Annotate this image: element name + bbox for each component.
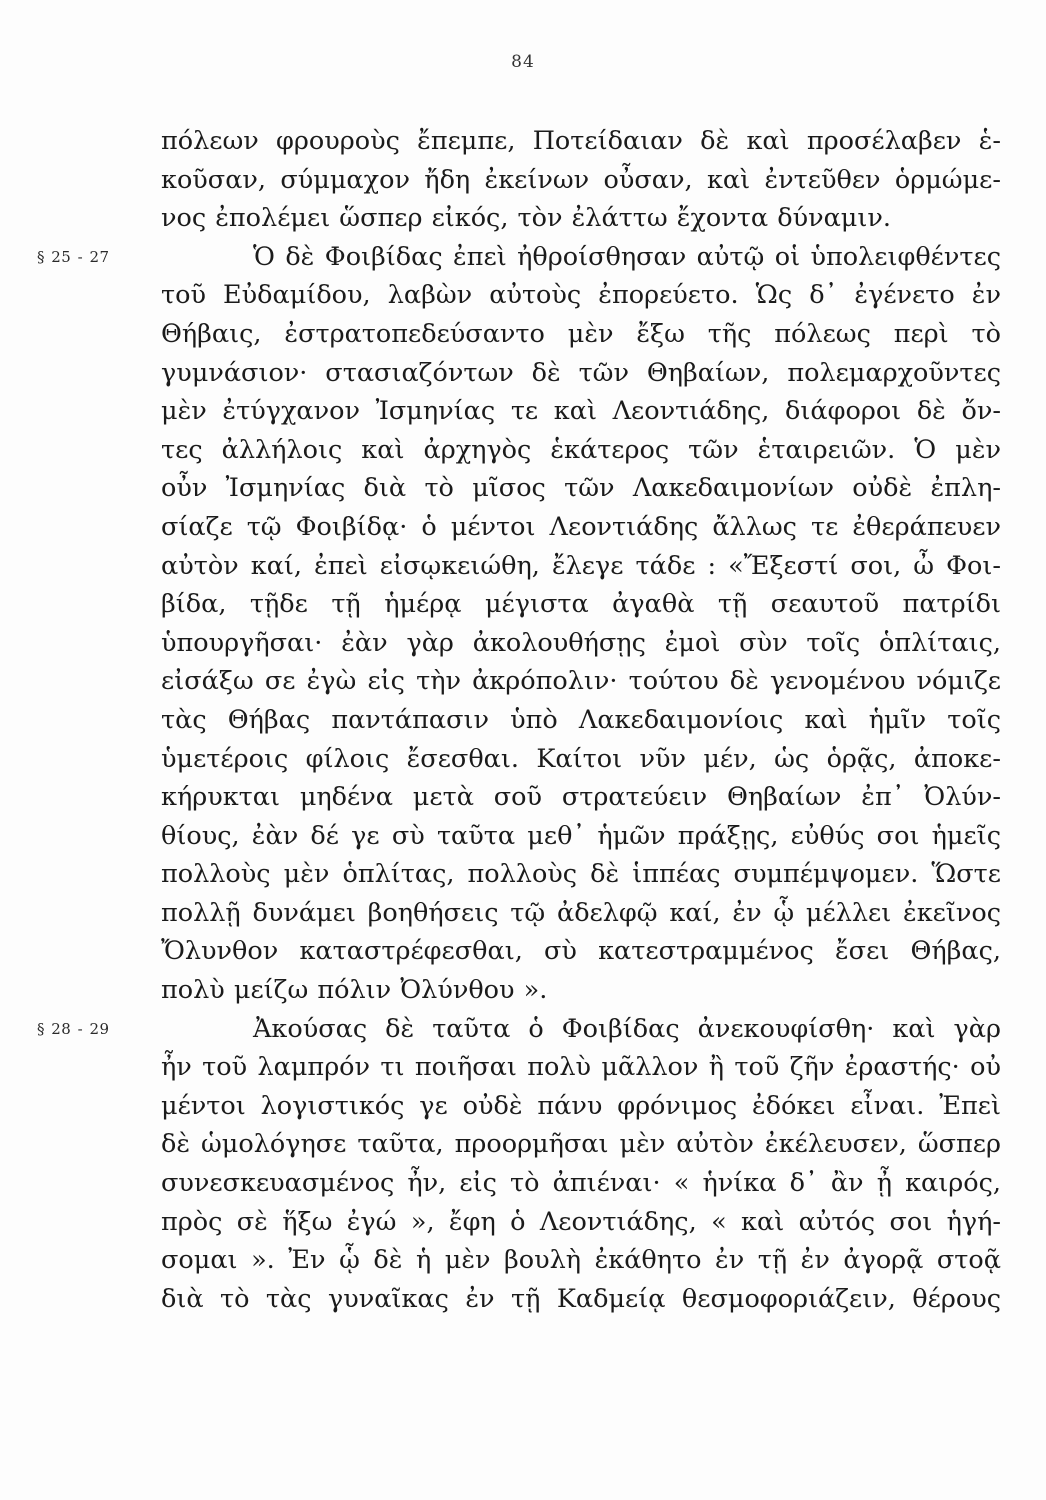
text-line — [161, 354, 1001, 393]
section-reference: § 28 - 29 — [37, 1019, 110, 1038]
text-line — [161, 1125, 1001, 1164]
text-line — [161, 1280, 1001, 1319]
line-text: πολὺ μείζω πόλιν Ὀλύνθου ». — [161, 975, 548, 1006]
section-reference: § 25 - 27 — [37, 247, 110, 266]
text-line — [161, 701, 1001, 740]
page-number: 84 — [511, 52, 535, 72]
text-line — [37, 238, 1001, 277]
line-text: διὰ τὸ τὰς γυναῖκας ἐν τῇ Καδμείᾳ θεσμοφοριάζειν, θέρους — [161, 1283, 1001, 1314]
line-text: ὑμετέροις φίλοις ἔσεσθαι. Καίτοι νῦν μέν, ὡς ὁρᾷς, ἀποκε- — [161, 743, 1001, 774]
line-text: πολλοὺς μὲν ὁπλίτας, πολλοὺς δὲ ἱππέας συμπέμψομεν. Ὥστε — [161, 859, 1001, 890]
line-text: εἰσάξω σε ἐγὼ εἰς τὴν ἀκρόπολιν· τούτου δὲ γενομένου νόμιζε — [161, 666, 1001, 697]
line-text: Ὁ δὲ Φοιβίδας ἐπεὶ ἠθροίσθησαν αὐτῷ οἱ ὑπολειφθέντες — [253, 241, 1001, 272]
text-line — [161, 392, 1001, 431]
line-text: μὲν ἐτύγχανον Ἰσμηνίας τε καὶ Λεοντιάδης, διάφοροι δὲ ὄν- — [161, 396, 1001, 427]
line-text: ὑπουργῆσαι· ἐὰν γὰρ ἀκολουθήσῃς ἐμοὶ σὺν τοῖς ὁπλίταις, — [161, 627, 1001, 658]
text-line — [161, 469, 1001, 508]
line-text: Ἀκούσας δὲ ταῦτα ὁ Φοιβίδας ἀνεκουφίσθη· καὶ γὰρ — [253, 1013, 1001, 1044]
text-line — [161, 431, 1001, 470]
text-line — [161, 778, 1001, 817]
text-line — [161, 1048, 1001, 1087]
text-line — [161, 1087, 1001, 1126]
text-line — [161, 817, 1001, 856]
line-text: νος ἐπολέμει ὥσπερ εἰκός, τὸν ἐλάττω ἔχοντα δύναμιν. — [161, 203, 891, 234]
line-text: σίαζε τῷ Φοιβίδᾳ· ὁ μέντοι Λεοντιάδης ἄλλως τε ἐθεράπευεν — [161, 511, 1001, 542]
line-text: σομαι ». Ἐν ᾧ δὲ ἡ μὲν βουλὴ ἐκάθητο ἐν τῇ ἐν ἀγορᾷ στοᾷ — [161, 1245, 1001, 1276]
text-line — [161, 122, 1001, 161]
line-text: τοῦ Εὐδαμίδου, λαβὼν αὐτοὺς ἐπορεύετο. Ὡς δ᾽ ἐγένετο ἐν — [161, 280, 1001, 311]
text-line — [37, 1010, 1001, 1049]
line-text: συνεσκευασμένος ἦν, εἰς τὸ ἀπιέναι· « ἡνίκα δ᾽ ἂν ᾖ καιρός, — [161, 1168, 1001, 1199]
text-line — [161, 932, 1001, 971]
line-text: μέντοι λογιστικός γε οὐδὲ πάνυ φρόνιμος ἐδόκει εἶναι. Ἐπεὶ — [161, 1090, 1001, 1121]
text-line — [161, 199, 1001, 238]
line-text: κοῦσαν, σύμμαχον ἤδη ἐκείνων οὖσαν, καὶ ἐντεῦθεν ὁρμώμε- — [161, 164, 1001, 195]
line-text: τες ἀλλήλοις καὶ ἀρχηγὸς ἑκάτερος τῶν ἑταιρειῶν. Ὁ μὲν — [161, 434, 1001, 465]
text-line — [161, 894, 1001, 933]
text-line — [161, 315, 1001, 354]
text-line — [161, 276, 1001, 315]
line-text: βίδα, τῇδε τῇ ἡμέρᾳ μέγιστα ἀγαθὰ τῇ σεαυτοῦ πατρίδι — [161, 589, 1001, 620]
text-line — [161, 1203, 1001, 1242]
line-text: γυμνάσιον· στασιαζόντων δὲ τῶν Θηβαίων, πολεμαρχοῦντες — [161, 357, 1001, 388]
text-line — [161, 855, 1001, 894]
line-text: Ὄλυνθον καταστρέφεσθαι, σὺ κατεστραμμένος ἔσει Θήβας, — [161, 936, 1001, 967]
greek-text-body — [37, 122, 1001, 1318]
text-line — [161, 624, 1001, 663]
text-line — [161, 662, 1001, 701]
text-line — [161, 1164, 1001, 1203]
text-line — [161, 585, 1001, 624]
line-text: πόλεων φρουροὺς ἔπεμπε, Ποτείδαιαν δὲ καὶ προσέλαβεν ἑ- — [161, 126, 1001, 156]
text-line — [161, 547, 1001, 586]
line-text: πρὸς σὲ ἥξω ἐγώ », ἔφη ὁ Λεοντιάδης, « καὶ αὐτός σοι ἡγή- — [161, 1206, 1001, 1237]
text-line — [161, 971, 1001, 1010]
text-line — [161, 508, 1001, 547]
line-text: ἦν τοῦ λαμπρόν τι ποιῆσαι πολὺ μᾶλλον ἢ τοῦ ζῆν ἐραστής· οὐ — [161, 1052, 1001, 1083]
text-line — [161, 1241, 1001, 1280]
line-text: κήρυκται μηδένα μετὰ σοῦ στρατεύειν Θηβαίων ἐπ᾽ Ὀλύν- — [161, 782, 1001, 813]
line-text: δὲ ὡμολόγησε ταῦτα, προορμῆσαι μὲν αὐτὸν ἐκέλευσεν, ὥσπερ — [161, 1129, 1001, 1160]
line-text: αὐτὸν καί, ἐπεὶ εἰσῳκειώθη, ἔλεγε τάδε : «Ἔξεστί σοι, ὦ Φοι- — [161, 550, 1001, 581]
line-text: πολλῇ δυνάμει βοηθήσεις τῷ ἀδελφῷ καί, ἐν ᾧ μέλλει ἐκεῖνος — [161, 897, 1001, 928]
text-line — [161, 740, 1001, 779]
text-line — [161, 161, 1001, 200]
line-text: θίους, ἐὰν δέ γε σὺ ταῦτα μεθ᾽ ἡμῶν πράξῃς, εὐθύς σοι ἡμεῖς — [161, 820, 1001, 851]
line-text: οὖν Ἰσμηνίας διὰ τὸ μῖσος τῶν Λακεδαιμονίων οὐδὲ ἐπλη- — [161, 473, 1001, 504]
line-text: τὰς Θήβας παντάπασιν ὑπὸ Λακεδαιμονίοις καὶ ἡμῖν τοῖς — [161, 704, 1001, 735]
line-text: Θήβαις, ἐστρατοπεδεύσαντο μὲν ἔξω τῆς πόλεως περὶ τὸ — [161, 318, 1001, 349]
